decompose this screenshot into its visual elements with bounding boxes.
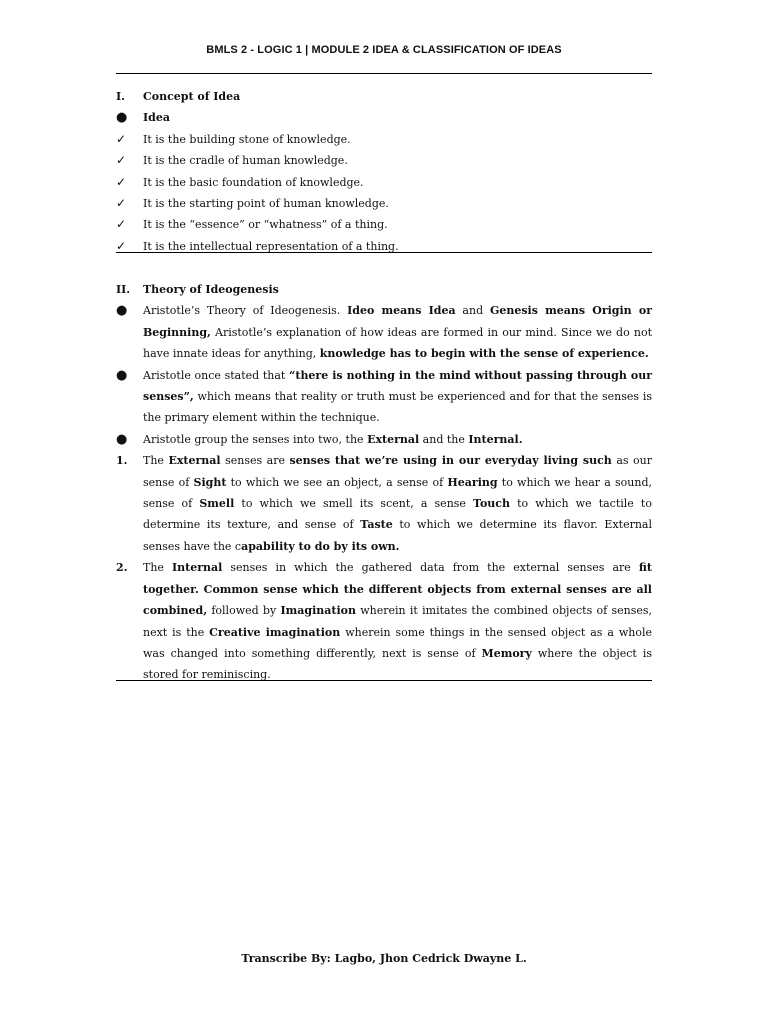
list-item-text: It is the basic foundation of knowledge. [143, 175, 364, 189]
list-item [116, 236, 652, 257]
section-heading [116, 86, 652, 107]
section-title: Concept of Idea [143, 90, 241, 103]
bold-run: External [367, 432, 420, 446]
checkmark-icon: ✓ [116, 196, 127, 211]
bold-run: Imagination [280, 604, 356, 618]
item-number: 2. [116, 561, 128, 575]
bold-run: Taste [360, 518, 393, 532]
text-run: The [143, 454, 169, 468]
paragraph-aristotle-quote [116, 365, 652, 429]
list-item-text: It is the building stone of knowledge. [143, 132, 351, 146]
header-rule [116, 73, 652, 74]
bold-run: Memory [481, 646, 532, 660]
checkmark-icon: ✓ [116, 153, 127, 168]
text-run: wherein some things in the sensed object as a whole was changed into something differently, next is sense of [143, 625, 652, 660]
checkmark-icon: ✓ [116, 217, 127, 232]
section-title: Theory of Ideogenesis [143, 283, 279, 296]
subtitle: Idea [143, 111, 170, 125]
list-item-text: It is the “essence” or “whatness” of a thing. [143, 218, 388, 232]
bold-run: Sight [193, 475, 227, 489]
paragraph-ideogenesis [116, 300, 652, 364]
bold-run: Ideo means Idea [347, 304, 456, 318]
item-number: 1. [116, 454, 128, 468]
bold-run: Touch [473, 497, 510, 511]
text-run: to which we tactile to determine its texture, and sense of [143, 497, 652, 532]
list-item [116, 193, 652, 214]
bold-run: Internal. [468, 432, 523, 446]
text-run: where the object is stored for reminiscing. [143, 646, 653, 682]
text-run: senses are [220, 454, 290, 468]
text-run: wherein it imitates the combined objects of senses, next is the [143, 604, 652, 639]
text-run: senses in which the gathered data from the external senses are [222, 561, 639, 575]
section2-rule [116, 680, 652, 681]
text-run: Aristotle’s Theory of Ideogenesis. [143, 304, 348, 318]
bold-run: Genesis means Origin or Beginning, [143, 304, 652, 339]
checkmark-icon: ✓ [116, 131, 127, 146]
list-item [116, 214, 652, 235]
text-run: to which we determine its flavor. External senses have the c [143, 518, 652, 553]
text-run: which means that reality or truth must be experienced and for that the senses is the primary element within the technique. [143, 390, 652, 425]
list-item-text: It is the cradle of human knowledge. [143, 154, 348, 168]
bold-run: “there is nothing in the mind without passing through our senses”, [143, 368, 652, 404]
bold-run: fit together. Common sense which the different objects from external senses are all combined, [143, 561, 652, 618]
section-heading [116, 279, 652, 300]
bullet-icon: ● [116, 367, 128, 383]
paragraph-text [143, 450, 652, 557]
bullet-icon: ● [116, 431, 128, 447]
paragraph-text [143, 557, 652, 685]
bold-run: senses that we’re using in our everyday living such [289, 454, 612, 468]
page-header: BMLS 2 - LOGIC 1 | MODULE 2 IDEA & CLASSIFICATION OF IDEAS [206, 44, 562, 56]
list-item-text: It is the intellectual representation of a thing. [143, 239, 399, 253]
text-run: as our sense of [143, 454, 652, 489]
list-item [116, 129, 652, 150]
checkmark-icon: ✓ [116, 238, 127, 253]
bold-run: Creative imagination [209, 625, 341, 639]
subtitle-row [116, 107, 652, 128]
bold-run: Smell [199, 497, 235, 511]
section-theory-of-ideogenesis [116, 279, 652, 686]
text-run: and the [419, 432, 469, 446]
checkmark-icon: ✓ [116, 174, 127, 189]
bullet-icon: ● [116, 110, 128, 126]
bold-run: Hearing [447, 475, 498, 489]
text-run: Aristotle once stated that [143, 368, 290, 382]
paragraph-text [143, 429, 652, 450]
section-concept-of-idea [116, 86, 652, 257]
list-item [116, 150, 652, 171]
text-run: The [143, 561, 172, 575]
text-run: and [455, 304, 490, 318]
section-numeral: I. [116, 90, 125, 103]
list-item [116, 172, 652, 193]
numbered-item-external [116, 450, 652, 557]
text-run: to which we see an object, a sense of [226, 475, 448, 489]
text-run: to which we hear a sound, sense of [143, 475, 652, 511]
text-run: followed by [207, 604, 281, 618]
bold-run: External [168, 454, 221, 468]
bold-run: apability to do by its own. [241, 539, 400, 553]
text-run: to which we smell its scent, a sense [234, 497, 474, 511]
list-item-text: It is the starting point of human knowledge. [143, 197, 389, 211]
bold-run: knowledge has to begin with the sense of experience. [319, 347, 649, 361]
paragraph-text [143, 365, 652, 429]
paragraph-text [143, 300, 652, 364]
bold-run: Internal [172, 561, 223, 575]
section-numeral: II. [116, 283, 131, 296]
text-run: Aristotle group the senses into two, the [143, 432, 368, 446]
footer-credit: Transcribe By: Lagbo, Jhon Cedrick Dwayne L. [241, 952, 527, 965]
paragraph-senses-groups [116, 429, 652, 450]
numbered-item-internal [116, 557, 652, 685]
bullet-icon: ● [116, 303, 128, 319]
text-run: Aristotle’s explanation of how ideas are formed in our mind. Since we do not have innate ideas for anything, [143, 325, 652, 361]
section1-rule [116, 252, 652, 253]
